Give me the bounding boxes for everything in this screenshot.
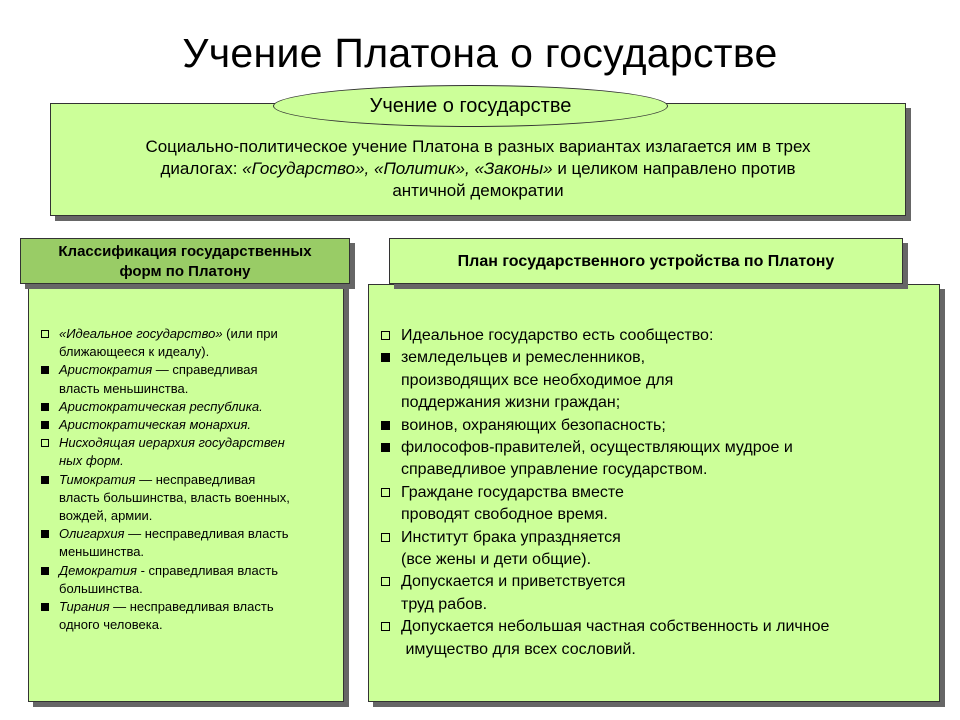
filled-square-bullet-icon <box>39 471 59 489</box>
state-form-name: ных форм. <box>59 453 124 469</box>
filled-square-bullet-icon <box>39 416 59 434</box>
list-item-text <box>59 325 339 361</box>
classification-header-line-1: Классификация государственных <box>58 243 312 260</box>
state-form-name: «Идеальное государство» <box>59 326 223 341</box>
hollow-square-bullet-icon <box>379 325 401 347</box>
filled-square-bullet-icon <box>39 525 59 543</box>
state-form-description: меньшинства. <box>59 544 145 560</box>
hollow-square-bullet-icon <box>39 434 59 452</box>
state-form-description: власть большинства, власть военных, <box>59 489 290 505</box>
state-form-description: большинства. <box>59 580 143 596</box>
filled-square-bullet-icon <box>379 437 401 459</box>
state-form-name: Олигархия <box>59 526 125 542</box>
list-item <box>39 416 339 434</box>
list-item <box>39 525 339 561</box>
filled-square-bullet-icon <box>39 562 59 580</box>
list-item-text <box>59 398 339 416</box>
intro-line-3: античной демократии <box>392 181 564 200</box>
page-title: Учение Платона о государстве <box>182 30 778 76</box>
state-form-description: — несправедливая власть <box>124 526 289 542</box>
state-form-description: — несправедливая <box>135 471 256 487</box>
list-item-text: Идеальное государство есть сообщество: <box>401 327 714 344</box>
state-form-description: ближающееся к идеалу). <box>59 344 210 360</box>
classification-panel <box>28 284 344 702</box>
list-item-text <box>59 525 339 561</box>
state-form-description: — несправедливая власть <box>109 599 274 615</box>
list-item-text <box>59 562 339 598</box>
list-item <box>379 325 933 347</box>
list-item-text: земледельцев и ремесленников, производящих все необходимое для поддержания жизни граждан; <box>401 349 674 412</box>
list-item <box>39 434 339 470</box>
list-item-text: Допускается и приветствуется труд рабов. <box>401 573 626 613</box>
hollow-square-bullet-icon <box>379 571 401 593</box>
hollow-square-bullet-icon <box>39 325 59 343</box>
list-item-text: Граждане государства вместе проводят свободное время. <box>401 483 624 524</box>
classification-header <box>20 238 350 284</box>
state-plan-panel <box>368 284 940 702</box>
state-form-name: Демократия <box>59 562 137 578</box>
list-item <box>379 437 933 482</box>
list-item <box>379 571 933 616</box>
list-item-text <box>59 361 339 397</box>
state-form-description: вождей, армии. <box>59 508 153 524</box>
list-item <box>379 482 933 527</box>
state-form-description: одного человека. <box>59 617 163 633</box>
list-item-text <box>59 598 339 634</box>
list-item <box>39 562 339 598</box>
list-item-text <box>59 434 339 470</box>
classification-header-line-2: форм по Платону <box>119 263 251 280</box>
list-item-text: Допускается небольшая частная собственность и личное имущество для всех сословий. <box>401 618 830 658</box>
state-form-name: Аристократическая республика. <box>59 398 263 414</box>
list-item-text: Институт брака упраздняется (все жены и дети общие). <box>401 528 621 569</box>
classification-list <box>39 325 339 634</box>
list-item <box>39 325 339 361</box>
list-item-text: воинов, охраняющих безопасность; <box>401 416 666 434</box>
list-item <box>39 398 339 416</box>
intro-line-2: диалогах: «Государство», «Политик», «Законы» и целиком направлено против <box>160 159 796 178</box>
state-form-description: (или при <box>222 326 278 341</box>
list-item-text <box>59 416 339 434</box>
list-item <box>379 616 933 661</box>
list-item <box>39 361 339 397</box>
list-item <box>379 347 933 414</box>
list-item <box>39 598 339 634</box>
filled-square-bullet-icon <box>39 598 59 616</box>
list-item-text <box>59 471 339 526</box>
state-form-name: Тирания <box>59 599 110 615</box>
list-item <box>379 415 933 437</box>
filled-square-bullet-icon <box>39 361 59 379</box>
intro-oval-label: Учение о государстве <box>273 85 668 127</box>
list-item <box>39 471 339 526</box>
state-plan-header: План государственного устройства по Платону <box>389 238 903 284</box>
state-form-name: Аристократия <box>59 362 153 378</box>
hollow-square-bullet-icon <box>379 527 401 549</box>
state-form-description: власть меньшинства. <box>59 380 189 396</box>
state-form-description: — справедливая <box>152 362 258 378</box>
state-plan-list <box>379 325 933 661</box>
filled-square-bullet-icon <box>379 347 401 369</box>
list-item-text: философов-правителей, осуществляющих мудрое и справедливое управление государством. <box>401 439 793 479</box>
hollow-square-bullet-icon <box>379 482 401 504</box>
dialog-titles: «Государство», «Политик», «Законы» <box>242 159 553 178</box>
filled-square-bullet-icon <box>39 398 59 416</box>
state-form-name: Аристократическая монархия. <box>59 417 252 433</box>
state-form-name: Тимократия <box>59 471 136 487</box>
intro-line-1: Социально-политическое учение Платона в разных вариантах излагается им в трех <box>145 137 811 156</box>
list-item <box>379 527 933 572</box>
state-form-name: Нисходящая иерархия государствен <box>59 435 285 451</box>
hollow-square-bullet-icon <box>379 616 401 638</box>
filled-square-bullet-icon <box>379 415 401 437</box>
state-form-description: - справедливая власть <box>136 562 278 578</box>
